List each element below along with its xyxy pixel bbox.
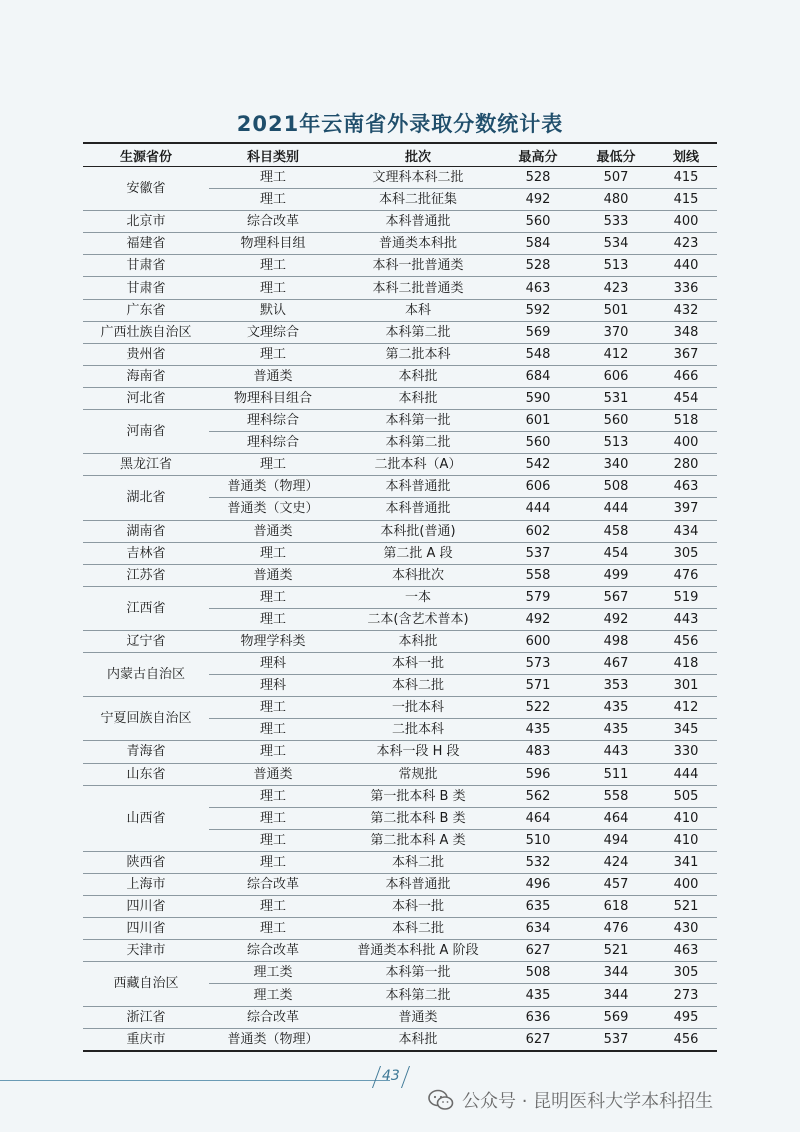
batch-cell: 本科批 <box>337 630 499 652</box>
cutoff-line-cell: 456 <box>655 1028 717 1051</box>
min-score-cell: 533 <box>577 211 655 233</box>
batch-cell: 本科一批普通类 <box>337 255 499 277</box>
table-row <box>83 630 717 652</box>
batch-cell: 本科二批征集 <box>337 189 499 211</box>
cutoff-line-cell: 397 <box>655 498 717 520</box>
table-header-row <box>83 143 717 167</box>
table-row <box>83 387 717 409</box>
table-row <box>83 410 717 432</box>
min-score-cell: 464 <box>577 807 655 829</box>
category-cell: 物理科目组合 <box>209 387 337 409</box>
min-score-cell: 521 <box>577 940 655 962</box>
max-score-cell: 596 <box>499 763 577 785</box>
min-score-cell: 560 <box>577 410 655 432</box>
table-row <box>83 785 717 807</box>
min-score-cell: 443 <box>577 741 655 763</box>
max-score-cell: 573 <box>499 653 577 675</box>
cutoff-line-cell: 440 <box>655 255 717 277</box>
category-cell: 理科综合 <box>209 432 337 454</box>
batch-cell: 本科批 <box>337 387 499 409</box>
category-cell: 理工 <box>209 167 337 189</box>
cutoff-line-cell: 463 <box>655 940 717 962</box>
province-cell: 河北省 <box>83 387 209 409</box>
category-cell: 理工 <box>209 829 337 851</box>
batch-cell: 普通类本科批 <box>337 233 499 255</box>
header-category: 科目类别 <box>209 143 337 167</box>
province-cell: 广西壮族自治区 <box>83 321 209 343</box>
min-score-cell: 501 <box>577 299 655 321</box>
header-min-score: 最低分 <box>577 143 655 167</box>
category-cell: 物理学科类 <box>209 630 337 652</box>
batch-cell: 本科二批 <box>337 675 499 697</box>
max-score-cell: 463 <box>499 277 577 299</box>
cutoff-line-cell: 400 <box>655 211 717 233</box>
table-row <box>83 520 717 542</box>
category-cell: 理工 <box>209 255 337 277</box>
cutoff-line-cell: 418 <box>655 653 717 675</box>
min-score-cell: 435 <box>577 697 655 719</box>
batch-cell: 本科第二批 <box>337 984 499 1006</box>
batch-cell: 文理科本科二批 <box>337 167 499 189</box>
cutoff-line-cell: 505 <box>655 785 717 807</box>
category-cell: 普通类（物理） <box>209 476 337 498</box>
min-score-cell: 537 <box>577 1028 655 1051</box>
cutoff-line-cell: 330 <box>655 741 717 763</box>
category-cell: 普通类（物理） <box>209 1028 337 1051</box>
min-score-cell: 412 <box>577 343 655 365</box>
header-max-score: 最高分 <box>499 143 577 167</box>
max-score-cell: 560 <box>499 211 577 233</box>
batch-cell: 本科一批 <box>337 653 499 675</box>
max-score-cell: 492 <box>499 608 577 630</box>
batch-cell: 第二批本科 A 类 <box>337 829 499 851</box>
header-cutoff-line: 划线 <box>655 143 717 167</box>
max-score-cell: 635 <box>499 896 577 918</box>
province-cell: 湖北省 <box>83 476 209 520</box>
category-cell: 理工 <box>209 851 337 873</box>
cutoff-line-cell: 466 <box>655 365 717 387</box>
table-row <box>83 365 717 387</box>
province-cell: 陕西省 <box>83 851 209 873</box>
category-cell: 理科 <box>209 653 337 675</box>
page-number: 43 <box>382 1068 400 1084</box>
min-score-cell: 457 <box>577 874 655 896</box>
max-score-cell: 532 <box>499 851 577 873</box>
min-score-cell: 534 <box>577 233 655 255</box>
category-cell: 理工 <box>209 896 337 918</box>
province-cell: 甘肃省 <box>83 255 209 277</box>
max-score-cell: 627 <box>499 1028 577 1051</box>
cutoff-line-cell: 454 <box>655 387 717 409</box>
batch-cell: 普通类 <box>337 1006 499 1028</box>
table-row <box>83 918 717 940</box>
batch-cell: 本科普通批 <box>337 211 499 233</box>
table-row <box>83 1006 717 1028</box>
min-score-cell: 511 <box>577 763 655 785</box>
province-cell: 重庆市 <box>83 1028 209 1051</box>
table-row <box>83 851 717 873</box>
min-score-cell: 344 <box>577 984 655 1006</box>
category-cell: 文理综合 <box>209 321 337 343</box>
batch-cell: 普通类本科批 A 阶段 <box>337 940 499 962</box>
province-cell: 湖南省 <box>83 520 209 542</box>
table-row <box>83 167 717 189</box>
province-cell: 山西省 <box>83 785 209 851</box>
max-score-cell: 592 <box>499 299 577 321</box>
province-cell: 内蒙古自治区 <box>83 653 209 697</box>
batch-cell: 第二批本科 B 类 <box>337 807 499 829</box>
table-row <box>83 940 717 962</box>
max-score-cell: 579 <box>499 586 577 608</box>
watermark <box>428 1087 713 1113</box>
max-score-cell: 464 <box>499 807 577 829</box>
table-body <box>83 167 717 1051</box>
max-score-cell: 601 <box>499 410 577 432</box>
min-score-cell: 618 <box>577 896 655 918</box>
cutoff-line-cell: 336 <box>655 277 717 299</box>
watermark-text: 公众号 · 昆明医科大学本科招生 <box>462 1091 714 1112</box>
table-row <box>83 542 717 564</box>
min-score-cell: 444 <box>577 498 655 520</box>
category-cell: 普通类 <box>209 365 337 387</box>
category-cell: 理工 <box>209 608 337 630</box>
category-cell: 理工 <box>209 277 337 299</box>
table-row <box>83 454 717 476</box>
category-cell: 理工类 <box>209 962 337 984</box>
category-cell: 理工 <box>209 697 337 719</box>
cutoff-line-cell: 456 <box>655 630 717 652</box>
cutoff-line-cell: 521 <box>655 896 717 918</box>
max-score-cell: 627 <box>499 940 577 962</box>
min-score-cell: 344 <box>577 962 655 984</box>
max-score-cell: 590 <box>499 387 577 409</box>
batch-cell: 本科普通批 <box>337 874 499 896</box>
table-row <box>83 741 717 763</box>
max-score-cell: 542 <box>499 454 577 476</box>
min-score-cell: 424 <box>577 851 655 873</box>
category-cell: 综合改革 <box>209 940 337 962</box>
batch-cell: 第一批本科 B 类 <box>337 785 499 807</box>
max-score-cell: 562 <box>499 785 577 807</box>
batch-cell: 第二批本科 <box>337 343 499 365</box>
min-score-cell: 340 <box>577 454 655 476</box>
province-cell: 上海市 <box>83 874 209 896</box>
footer-divider <box>0 1080 390 1081</box>
page-title: 2021年云南省外录取分数统计表 <box>236 112 564 136</box>
batch-cell: 本科二批 <box>337 918 499 940</box>
province-cell: 甘肃省 <box>83 277 209 299</box>
max-score-cell: 548 <box>499 343 577 365</box>
table-row <box>83 896 717 918</box>
cutoff-line-cell: 305 <box>655 542 717 564</box>
province-cell: 福建省 <box>83 233 209 255</box>
province-cell: 西藏自治区 <box>83 962 209 1006</box>
max-score-cell: 528 <box>499 255 577 277</box>
category-cell: 理工 <box>209 719 337 741</box>
batch-cell: 一本 <box>337 586 499 608</box>
cutoff-line-cell: 341 <box>655 851 717 873</box>
max-score-cell: 528 <box>499 167 577 189</box>
province-cell: 江苏省 <box>83 564 209 586</box>
category-cell: 综合改革 <box>209 874 337 896</box>
category-cell: 普通类 <box>209 763 337 785</box>
table-row <box>83 233 717 255</box>
cutoff-line-cell: 495 <box>655 1006 717 1028</box>
cutoff-line-cell: 518 <box>655 410 717 432</box>
table-row <box>83 586 717 608</box>
category-cell: 理工类 <box>209 984 337 1006</box>
province-cell: 天津市 <box>83 940 209 962</box>
min-score-cell: 492 <box>577 608 655 630</box>
max-score-cell: 444 <box>499 498 577 520</box>
cutoff-line-cell: 410 <box>655 829 717 851</box>
batch-cell: 本科批 <box>337 365 499 387</box>
batch-cell: 一批本科 <box>337 697 499 719</box>
cutoff-line-cell: 444 <box>655 763 717 785</box>
min-score-cell: 606 <box>577 365 655 387</box>
max-score-cell: 558 <box>499 564 577 586</box>
cutoff-line-cell: 400 <box>655 874 717 896</box>
batch-cell: 本科普通批 <box>337 476 499 498</box>
category-cell: 理工 <box>209 741 337 763</box>
category-cell: 理科 <box>209 675 337 697</box>
category-cell: 理工 <box>209 586 337 608</box>
table-row <box>83 255 717 277</box>
batch-cell: 本科一段 H 段 <box>337 741 499 763</box>
min-score-cell: 498 <box>577 630 655 652</box>
max-score-cell: 584 <box>499 233 577 255</box>
category-cell: 普通类 <box>209 520 337 542</box>
province-cell: 辽宁省 <box>83 630 209 652</box>
province-cell: 四川省 <box>83 918 209 940</box>
province-cell: 黑龙江省 <box>83 454 209 476</box>
max-score-cell: 560 <box>499 432 577 454</box>
cutoff-line-cell: 476 <box>655 564 717 586</box>
max-score-cell: 522 <box>499 697 577 719</box>
batch-cell: 本科第二批 <box>337 432 499 454</box>
province-cell: 青海省 <box>83 741 209 763</box>
min-score-cell: 458 <box>577 520 655 542</box>
category-cell: 理工 <box>209 807 337 829</box>
batch-cell: 本科二批 <box>337 851 499 873</box>
min-score-cell: 423 <box>577 277 655 299</box>
batch-cell: 第二批 A 段 <box>337 542 499 564</box>
province-cell: 江西省 <box>83 586 209 630</box>
province-cell: 贵州省 <box>83 343 209 365</box>
max-score-cell: 602 <box>499 520 577 542</box>
batch-cell: 本科一批 <box>337 896 499 918</box>
category-cell: 普通类 <box>209 564 337 586</box>
batch-cell: 本科 <box>337 299 499 321</box>
cutoff-line-cell: 443 <box>655 608 717 630</box>
cutoff-line-cell: 400 <box>655 432 717 454</box>
province-cell: 山东省 <box>83 763 209 785</box>
header-batch: 批次 <box>337 143 499 167</box>
category-cell: 综合改革 <box>209 1006 337 1028</box>
min-score-cell: 558 <box>577 785 655 807</box>
min-score-cell: 499 <box>577 564 655 586</box>
cutoff-line-cell: 463 <box>655 476 717 498</box>
max-score-cell: 483 <box>499 741 577 763</box>
min-score-cell: 467 <box>577 653 655 675</box>
max-score-cell: 492 <box>499 189 577 211</box>
batch-cell: 本科第二批 <box>337 321 499 343</box>
cutoff-line-cell: 519 <box>655 586 717 608</box>
cutoff-line-cell: 434 <box>655 520 717 542</box>
table-row <box>83 211 717 233</box>
category-cell: 物理科目组 <box>209 233 337 255</box>
cutoff-line-cell: 412 <box>655 697 717 719</box>
province-cell: 吉林省 <box>83 542 209 564</box>
table-row <box>83 564 717 586</box>
batch-cell: 常规批 <box>337 763 499 785</box>
min-score-cell: 531 <box>577 387 655 409</box>
max-score-cell: 510 <box>499 829 577 851</box>
category-cell: 综合改革 <box>209 211 337 233</box>
cutoff-line-cell: 432 <box>655 299 717 321</box>
max-score-cell: 435 <box>499 719 577 741</box>
cutoff-line-cell: 367 <box>655 343 717 365</box>
category-cell: 理工 <box>209 454 337 476</box>
province-cell: 河南省 <box>83 410 209 454</box>
batch-cell: 二批本科（A） <box>337 454 499 476</box>
min-score-cell: 353 <box>577 675 655 697</box>
batch-cell: 本科普通批 <box>337 498 499 520</box>
min-score-cell: 567 <box>577 586 655 608</box>
max-score-cell: 496 <box>499 874 577 896</box>
category-cell: 理工 <box>209 785 337 807</box>
cutoff-line-cell: 348 <box>655 321 717 343</box>
category-cell: 理工 <box>209 343 337 365</box>
cutoff-line-cell: 415 <box>655 167 717 189</box>
min-score-cell: 569 <box>577 1006 655 1028</box>
table-row <box>83 697 717 719</box>
cutoff-line-cell: 423 <box>655 233 717 255</box>
cutoff-line-cell: 345 <box>655 719 717 741</box>
table-row <box>83 476 717 498</box>
province-cell: 安徽省 <box>83 167 209 211</box>
table-row <box>83 299 717 321</box>
province-cell: 广东省 <box>83 299 209 321</box>
max-score-cell: 569 <box>499 321 577 343</box>
max-score-cell: 435 <box>499 984 577 1006</box>
batch-cell: 本科批(普通) <box>337 520 499 542</box>
category-cell: 默认 <box>209 299 337 321</box>
table-row <box>83 763 717 785</box>
wechat-icon <box>428 1089 454 1111</box>
province-cell: 北京市 <box>83 211 209 233</box>
max-score-cell: 636 <box>499 1006 577 1028</box>
min-score-cell: 507 <box>577 167 655 189</box>
header-province: 生源省份 <box>83 143 209 167</box>
table-row <box>83 321 717 343</box>
max-score-cell: 684 <box>499 365 577 387</box>
province-cell: 浙江省 <box>83 1006 209 1028</box>
cutoff-line-cell: 301 <box>655 675 717 697</box>
cutoff-line-cell: 415 <box>655 189 717 211</box>
cutoff-line-cell: 430 <box>655 918 717 940</box>
max-score-cell: 600 <box>499 630 577 652</box>
max-score-cell: 571 <box>499 675 577 697</box>
max-score-cell: 508 <box>499 962 577 984</box>
table-row <box>83 653 717 675</box>
batch-cell: 本科第一批 <box>337 410 499 432</box>
category-cell: 普通类（文史） <box>209 498 337 520</box>
min-score-cell: 513 <box>577 255 655 277</box>
cutoff-line-cell: 280 <box>655 454 717 476</box>
category-cell: 理工 <box>209 542 337 564</box>
table-row <box>83 962 717 984</box>
min-score-cell: 513 <box>577 432 655 454</box>
max-score-cell: 537 <box>499 542 577 564</box>
category-cell: 理工 <box>209 189 337 211</box>
batch-cell: 本科第一批 <box>337 962 499 984</box>
batch-cell: 本科二批普通类 <box>337 277 499 299</box>
table-row <box>83 874 717 896</box>
category-cell: 理工 <box>209 918 337 940</box>
cutoff-line-cell: 410 <box>655 807 717 829</box>
max-score-cell: 606 <box>499 476 577 498</box>
table-row <box>83 277 717 299</box>
min-score-cell: 476 <box>577 918 655 940</box>
max-score-cell: 634 <box>499 918 577 940</box>
category-cell: 理科综合 <box>209 410 337 432</box>
batch-cell: 二本(含艺术普本) <box>337 608 499 630</box>
province-cell: 宁夏回族自治区 <box>83 697 209 741</box>
batch-cell: 二批本科 <box>337 719 499 741</box>
min-score-cell: 480 <box>577 189 655 211</box>
table-row <box>83 343 717 365</box>
min-score-cell: 508 <box>577 476 655 498</box>
province-cell: 海南省 <box>83 365 209 387</box>
min-score-cell: 454 <box>577 542 655 564</box>
batch-cell: 本科批次 <box>337 564 499 586</box>
cutoff-line-cell: 305 <box>655 962 717 984</box>
min-score-cell: 494 <box>577 829 655 851</box>
cutoff-line-cell: 273 <box>655 984 717 1006</box>
batch-cell: 本科批 <box>337 1028 499 1051</box>
table-row <box>83 1028 717 1051</box>
score-table <box>83 142 717 1052</box>
province-cell: 四川省 <box>83 896 209 918</box>
min-score-cell: 370 <box>577 321 655 343</box>
min-score-cell: 435 <box>577 719 655 741</box>
